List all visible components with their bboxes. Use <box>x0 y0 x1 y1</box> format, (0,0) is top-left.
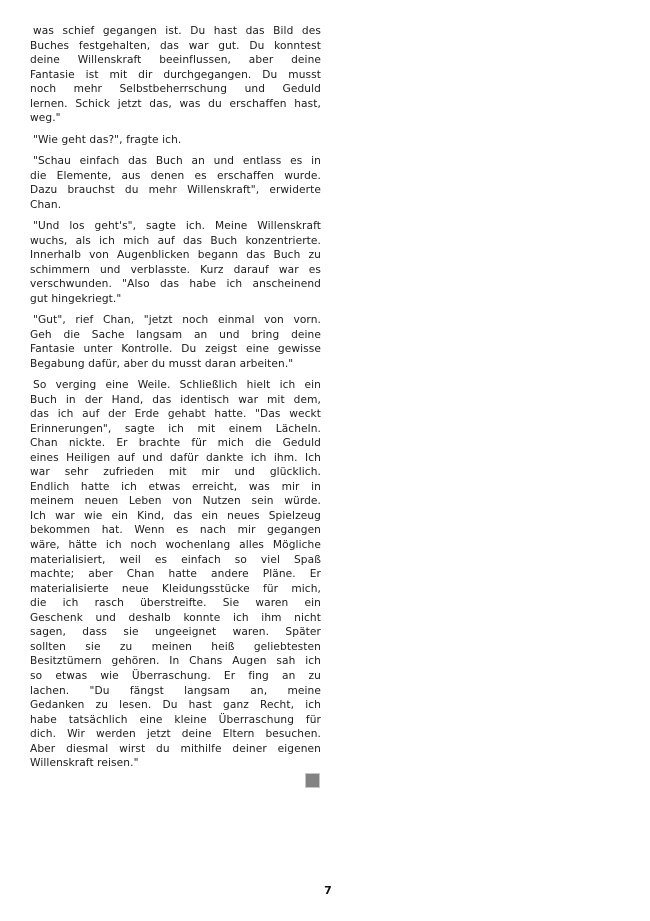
text-line: "Schau einfach das Buch an und entlass es in <box>33 154 321 167</box>
text-line: deine Willenskraft beeinflussen, aber deine <box>30 54 321 67</box>
text-line: lachen. "Du fängst langsam an, meine <box>30 684 321 697</box>
text-line: Fantasie unter Kontrolle. Du zeigst eine gewisse <box>30 343 321 356</box>
text-line: Gedanken zu lesen. Du hast ganz Recht, ich <box>30 699 321 712</box>
text-line: war sehr zufrieden mit mir und glücklich. <box>30 466 321 479</box>
text-line: Fantasie ist mit dir durchgegangen. Du musst <box>30 68 321 81</box>
text-line: Begabung dafür, aber du musst daran arbeiten." <box>30 357 294 370</box>
text-line: Ich war wie ein Kind, das ein neues Spielzeug <box>30 509 321 522</box>
page-number: 7 <box>324 884 332 897</box>
end-of-chapter-marker-icon <box>305 773 320 788</box>
text-line: materialisiert, weil es einfach so viel Spaß <box>30 553 321 566</box>
text-line: Chan. <box>30 198 62 211</box>
text-line: Buches festgehalten, das war gut. Du konntest <box>30 39 321 52</box>
text-line: schimmern und verblasste. Kurz darauf war es <box>30 263 321 276</box>
text-line: gut hingekriegt." <box>30 292 122 305</box>
paragraph <box>30 133 321 148</box>
text-line: habe tatsächlich eine kleine Überraschung für <box>30 713 321 726</box>
text-line: So verging eine Weile. Schließlich hielt ich ein <box>33 379 321 392</box>
text-line: sollten sie zu meinen heiß geliebtesten <box>30 640 321 653</box>
paragraphs-container <box>30 24 321 771</box>
paragraph <box>30 24 321 126</box>
text-line: eines Heiligen auf und dafür dankte ich ihm. Ich <box>30 451 321 464</box>
end-of-chapter-row <box>30 773 321 788</box>
text-line: Endlich hatte ich etwas erreicht, was mir in <box>30 480 321 493</box>
text-line: Innerhalb von Augenblicken begann das Buch zu <box>30 249 321 262</box>
text-line: wuchs, als ich mich auf das Buch konzentrierte. <box>30 234 321 247</box>
text-line: meinem neuen Leben von Nutzen sein würde. <box>30 495 321 508</box>
text-line: weg." <box>30 112 61 125</box>
text-line: Buch in der Hand, das identisch war mit dem, <box>30 393 321 406</box>
text-line: noch mehr Selbstbeherrschung und Geduld <box>30 83 321 96</box>
text-line: Willenskraft reisen." <box>30 757 139 770</box>
text-line: "Und los geht's", sagte ich. Meine Willenskraft <box>33 219 321 232</box>
paragraph <box>30 378 321 771</box>
text-line: materialisierte neue Kleidungsstücke für mich, <box>30 582 321 595</box>
text-line: lernen. Schick jetzt das, was du erschaffen hast, <box>30 97 321 110</box>
text-line: was schief gegangen ist. Du hast das Bild des <box>33 25 321 37</box>
text-line: so etwas wie Überraschung. Er fing an zu <box>30 669 321 682</box>
text-line: machte; aber Chan hatte andere Pläne. Er <box>30 568 321 581</box>
text-line: wäre, hätte ich noch wochenlang alles Mögliche <box>30 539 321 552</box>
text-line: Dazu brauchst du mehr Willenskraft", erwiderte <box>30 184 321 197</box>
text-line: die Elemente, aus denen es erschaffen wurde. <box>30 169 321 182</box>
text-line: dich. Wir werden jetzt deine Eltern besuchen. <box>30 728 321 741</box>
paragraph <box>30 219 321 306</box>
text-line: die ich rasch überstreifte. Sie waren ein <box>30 597 321 610</box>
text-line: Aber diesmal wirst du mithilfe deiner eigenen <box>30 742 321 755</box>
text-line: Erinnerungen", sagte ich mit einem Lächeln. <box>30 422 321 435</box>
text-line: Chan nickte. Er brachte für mich die Geduld <box>30 437 321 450</box>
paragraph <box>30 313 321 371</box>
text-line: bekommen hat. Wenn es nach mir gegangen <box>30 524 321 537</box>
text-line: "Wie geht das?", fragte ich. <box>33 133 182 146</box>
text-line: das ich auf der Erde gehabt hatte. "Das weckt <box>30 408 321 421</box>
text-column <box>30 24 321 788</box>
text-line: Besitztümern gehören. In Chans Augen sah ich <box>30 655 321 668</box>
text-line: Geh die Sache langsam an und bring deine <box>30 328 321 341</box>
paragraph <box>30 154 321 212</box>
text-line: Geschenk und deshalb konnte ich ihm nicht <box>30 611 321 624</box>
text-line: verschwunden. "Also das habe ich anscheinend <box>30 278 321 291</box>
text-line: "Gut", rief Chan, "jetzt noch einmal von vorn. <box>33 314 321 327</box>
text-line: sagen, dass sie ungeeignet waren. Später <box>30 626 321 639</box>
